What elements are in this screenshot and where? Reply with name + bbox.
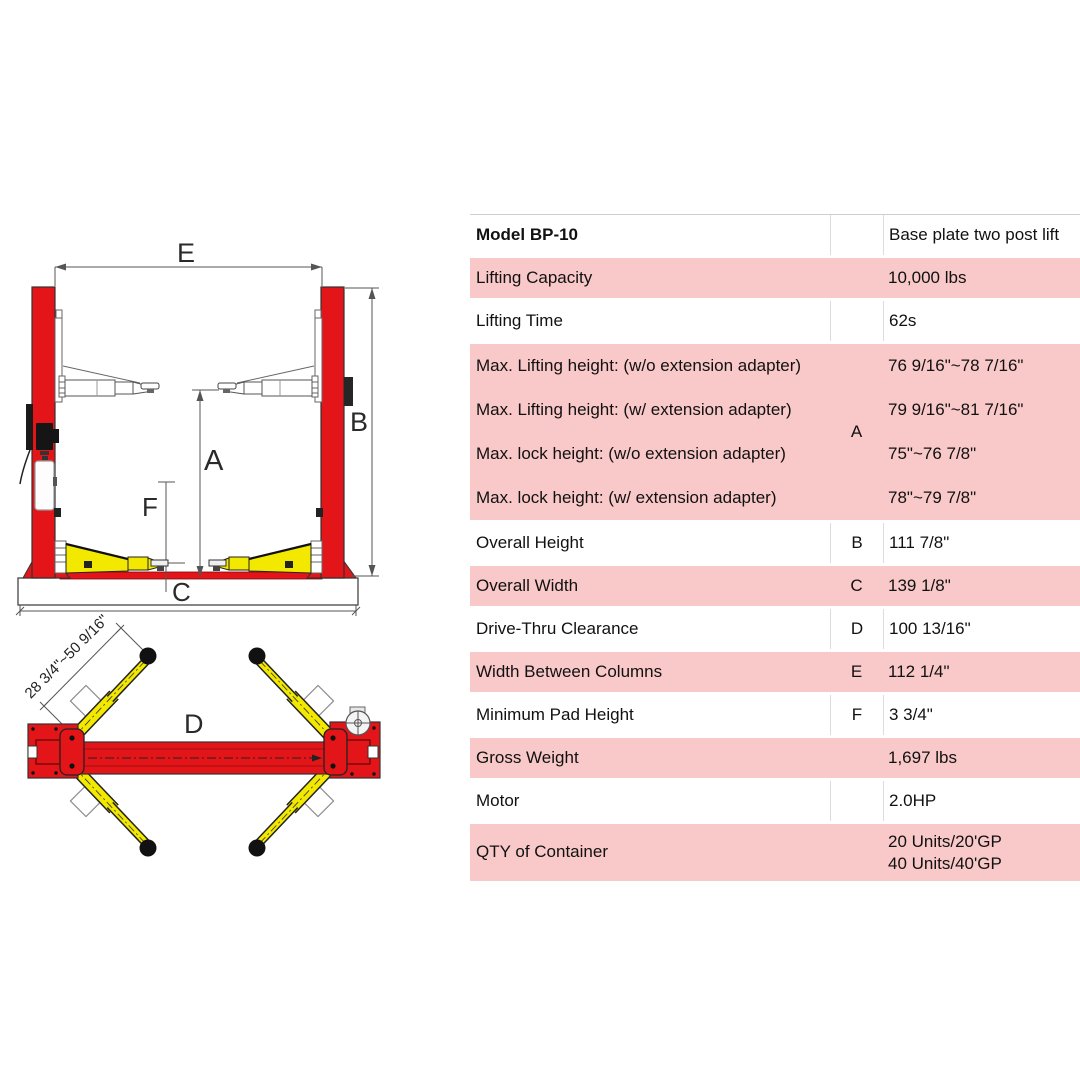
plan-arm-lower-right [249, 766, 333, 857]
spec-value: 3 3/4" [883, 695, 1080, 735]
table-row-overall-width [470, 566, 1080, 606]
spec-label: Model BP-10 [476, 224, 579, 244]
spec-letter [830, 215, 883, 255]
table-row-model [470, 214, 1080, 255]
qty-line-1: 20 Units/20'GP [888, 831, 1002, 851]
lift-diagram [0, 0, 460, 1080]
dim-label-c: C [172, 577, 191, 607]
spec-value: 10,000 lbs [888, 267, 967, 287]
left-lower-arm [55, 541, 168, 573]
spec-label: QTY of Container [476, 842, 608, 862]
dim-label-d: D [184, 709, 204, 739]
spec-value: 62s [883, 301, 1080, 341]
dim-label-e: E [177, 238, 196, 268]
plan-arm-lower-left [73, 766, 157, 857]
spec-label: Motor [476, 790, 520, 810]
dim-a [192, 390, 219, 577]
table-row-motor [470, 781, 1080, 821]
spec-label: Lifting Capacity [476, 267, 593, 287]
arm-pad [140, 648, 157, 665]
box-connector2 [42, 456, 48, 460]
spec-value: 1,697 lbs [888, 747, 957, 767]
spec-letter [830, 301, 883, 341]
plan-arm-upper-right [249, 648, 333, 739]
spec-label: Max. lock height: (w/o extension adapter) [476, 443, 786, 463]
spec-value [883, 824, 1080, 881]
spec-value: 139 1/8" [888, 575, 951, 595]
front-view [16, 238, 379, 616]
spec-label: Lifting Time [476, 310, 563, 330]
left-base-plate [28, 724, 84, 778]
table-row-width-between-columns [470, 652, 1080, 692]
spec-letter: B [830, 523, 883, 563]
spec-label: Max. lock height: (w/ extension adapter) [476, 487, 777, 507]
spec-label: Minimum Pad Height [476, 704, 634, 724]
cylinder-tab [53, 477, 57, 486]
plan-arm-upper-left [73, 648, 157, 739]
dim-label-a: A [204, 445, 224, 477]
spec-label: Overall Height [476, 532, 584, 552]
spec-letter [830, 738, 883, 778]
spec-letter: F [830, 695, 883, 735]
table-row-minimum-pad-height [470, 695, 1080, 735]
spec-label: Max. Lifting height: (w/ extension adapter) [476, 399, 792, 419]
spec-label: Drive-Thru Clearance [476, 618, 639, 638]
control-box-switch [53, 429, 59, 443]
box-connector [40, 451, 49, 455]
left-upper-arm [55, 310, 159, 402]
floor-strip [60, 572, 322, 579]
table-row-lifting-capacity [470, 258, 1080, 298]
spec-letter: C [850, 575, 863, 595]
spec-value: 79 9/16"~81 7/16" [888, 399, 1024, 419]
cable-guard [26, 404, 33, 450]
table-row-qty-container [470, 824, 1080, 881]
arm-pad [249, 840, 266, 857]
arm-pad [249, 648, 266, 665]
plan-view [22, 612, 380, 857]
spec-letter-a: A [850, 421, 863, 441]
spec-value: 2.0HP [883, 781, 1080, 821]
right-post [321, 287, 344, 578]
spec-value: Base plate two post lift [883, 215, 1080, 255]
spec-letter [830, 824, 883, 881]
spec-label: Overall Width [476, 575, 579, 595]
spec-label: Max. Lifting height: (w/o extension adapter) [476, 355, 802, 375]
table-row-drive-thru [470, 609, 1080, 649]
right-post-stop [316, 508, 323, 517]
spec-value: 100 13/16" [883, 609, 1080, 649]
spec-label: Gross Weight [476, 747, 579, 767]
table-row-lifting-time [470, 301, 1080, 341]
spec-value: 112 1/4" [888, 661, 950, 681]
table-row-overall-height [470, 523, 1080, 563]
arm-pad [140, 840, 157, 857]
left-post-stop [54, 508, 61, 517]
spec-letter: E [850, 661, 863, 681]
spec-letter [830, 781, 883, 821]
table-row-gross-weight [470, 738, 1080, 778]
spec-value: 78"~79 7/8" [888, 487, 977, 507]
dim-label-f: F [142, 492, 158, 522]
right-lower-arm [209, 541, 322, 573]
spec-value: 111 7/8" [883, 523, 1080, 563]
right-post-lock-block [344, 377, 353, 406]
motor [346, 707, 370, 735]
dim-label-b: B [350, 407, 369, 437]
table-group-a [470, 344, 1080, 520]
right-upper-arm [218, 310, 322, 402]
oil-cylinder [35, 461, 54, 510]
control-box [36, 423, 53, 450]
dim-label-arm-reach: 28 3/4"~50 9/16" [21, 611, 113, 703]
spec-value: 76 9/16"~78 7/16" [888, 355, 1024, 375]
hose [20, 450, 30, 484]
spec-table [470, 214, 1080, 884]
spec-letter [830, 258, 883, 298]
spec-letter: D [830, 609, 883, 649]
spec-label: Width Between Columns [476, 661, 663, 681]
spec-value: 75"~76 7/8" [888, 443, 977, 463]
qty-line-2: 40 Units/40'GP [888, 853, 1002, 873]
